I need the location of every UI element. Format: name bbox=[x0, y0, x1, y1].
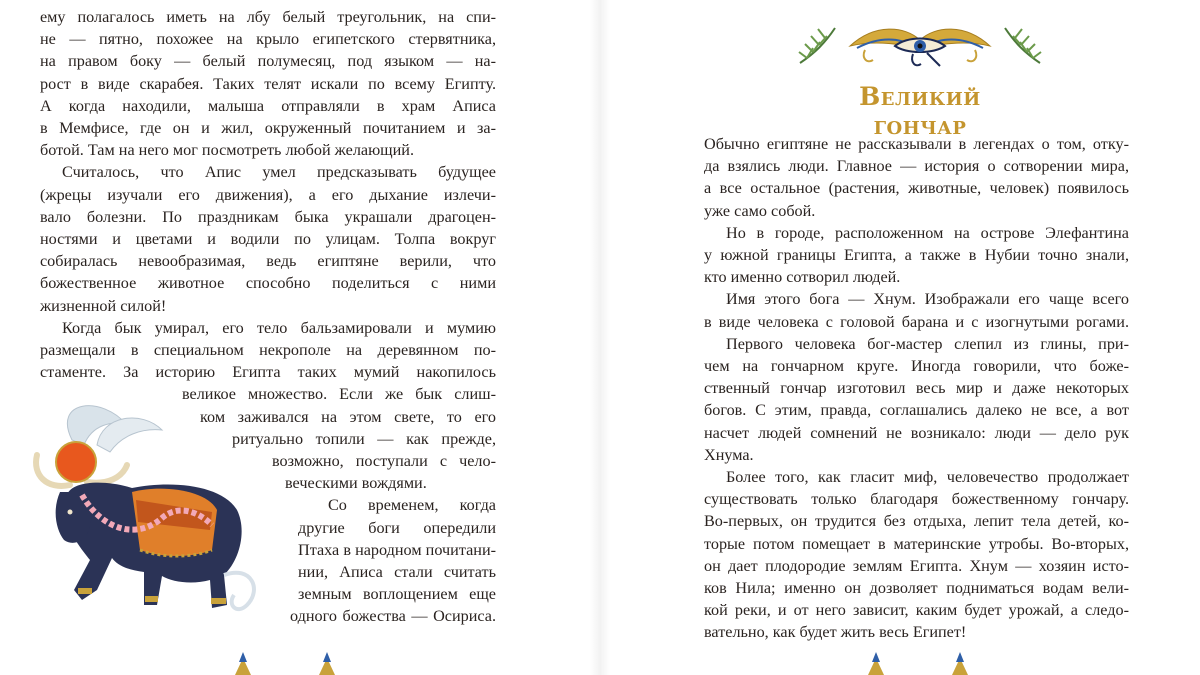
text-line: Считалось, что Апис умел предсказывать будущее bbox=[62, 163, 496, 182]
text-line: существовать только благодаря божественному гончару. bbox=[704, 490, 1129, 509]
text-line: ностями и цветами и водили по улицам. Толпа вокруг bbox=[40, 230, 496, 248]
apis-bull-illustration bbox=[12, 400, 282, 635]
lotus-deco-icon bbox=[858, 650, 978, 675]
text-line: размещали в специальном некрополе на деревянном по- bbox=[40, 341, 496, 359]
text-line: собиралась невообразимая, ведь египтяне верили, что bbox=[40, 252, 496, 271]
text-line: а все остальное (растения, животные, человек) появилось bbox=[704, 179, 1129, 198]
text-line: Первого человека бог-мастер слепил из глины, при- bbox=[726, 334, 1129, 353]
text-line: Когда бык умирал, его тело бальзамировали и мумию bbox=[62, 318, 496, 337]
text-line: веческими вождями. bbox=[285, 474, 427, 493]
text-line: возможно, поступали с чело- bbox=[272, 452, 496, 470]
text-line: на правом боку — белый полумесяц, под языком — на- bbox=[40, 52, 496, 71]
text-line: он дает плодородие землям Египта. Хнум — хозяин исто- bbox=[704, 556, 1129, 575]
eye-of-horus-ornament-icon bbox=[795, 18, 1045, 73]
text-line: вало болезни. По праздникам быка украшали драгоцен- bbox=[40, 207, 496, 226]
text-line: ему полагалось иметь на лбу белый треугольник, на спи- bbox=[40, 8, 496, 26]
right-page bbox=[600, 0, 1200, 675]
text-line: торые потом помещает в материнские утробы. Во-вторых, bbox=[704, 534, 1129, 553]
text-line: Со временем, когда bbox=[328, 496, 496, 515]
text-line: да взялись люди. Главное — история о сотворении мира, bbox=[704, 157, 1129, 176]
text-line: жизненной силой! bbox=[40, 296, 167, 315]
text-line: божественное животное способно поделиться с ними bbox=[40, 274, 496, 293]
text-line: нии, Аписа стали считать bbox=[298, 563, 496, 581]
text-line: богов. С этим, правда, соглашались далеко не все, а вот bbox=[704, 401, 1129, 420]
text-line: стаменте. За историю Египта таких мумий накопилось bbox=[40, 363, 496, 382]
text-line: ботой. Там на него мог посмотреть любой желающий. bbox=[40, 141, 415, 160]
text-line: Во-первых, он трудится без отдыха, лепит тела детей, ко- bbox=[704, 512, 1129, 531]
text-line: Но в городе, расположенном на острове Элефантина bbox=[726, 223, 1129, 242]
text-line: в Мемфисе, где он и жил, окруженный почитанием и за- bbox=[40, 119, 496, 137]
text-line: ритуально топили — как прежде, bbox=[232, 429, 496, 448]
text-line: одного божества — Осириса. bbox=[290, 607, 496, 626]
text-line: (жрецы изучали его движения), а его дыхание излечи- bbox=[40, 185, 496, 204]
text-line: насчет людей сомнений не возникало: люди — дело рук bbox=[704, 423, 1129, 442]
text-line: другие боги опередили bbox=[298, 518, 496, 537]
text-line: Птаха в народном почитани- bbox=[298, 540, 496, 559]
text-line: вательно, как будет жить весь Египет! bbox=[704, 623, 967, 642]
text-line: в виде человека с головой барана и с изогнутыми рогами. bbox=[704, 312, 1129, 331]
text-line: земным воплощением еще bbox=[298, 585, 496, 604]
text-line: кой реки, и от него зависит, каким будет урожай, а следо- bbox=[704, 601, 1129, 620]
text-line: Имя этого бога — Хнум. Изображали его чаще всего bbox=[726, 290, 1129, 309]
text-line: ком заживался на этом свете, то его bbox=[200, 407, 496, 426]
text-line: Хнума. bbox=[704, 445, 754, 464]
chapter-title: Великий гончар bbox=[859, 82, 981, 140]
text-line: не — пятно, похожее на крыло египетского стервятника, bbox=[40, 30, 496, 49]
text-line: Более того, как гласит миф, человечество продолжает bbox=[726, 468, 1129, 486]
text-line: Обычно египтяне не рассказывали в легендах о том, отку- bbox=[704, 135, 1129, 153]
text-line: великое множество. Если же бык слиш- bbox=[182, 385, 496, 404]
text-line: у южной границы Египта, а также в Нубии точно знали, bbox=[704, 246, 1129, 264]
text-line: кто именно сотворил людей. bbox=[704, 268, 901, 287]
text-line: ков Нила; именно он дозволяет подниматься водам вели- bbox=[704, 579, 1129, 597]
text-line: ственный гончар изготовил весь мир и даже некоторых bbox=[704, 379, 1129, 398]
text-line: уже само собой. bbox=[704, 201, 816, 220]
text-line: А когда находили, малыша отправляли в храм Аписа bbox=[40, 96, 496, 115]
text-line: рост в виде скарабея. Таких телят искали по всему Египту. bbox=[40, 74, 496, 93]
lotus-deco-icon bbox=[225, 650, 345, 675]
text-line: чем на гончарном круге. Иногда говорили, что боже- bbox=[704, 357, 1129, 375]
